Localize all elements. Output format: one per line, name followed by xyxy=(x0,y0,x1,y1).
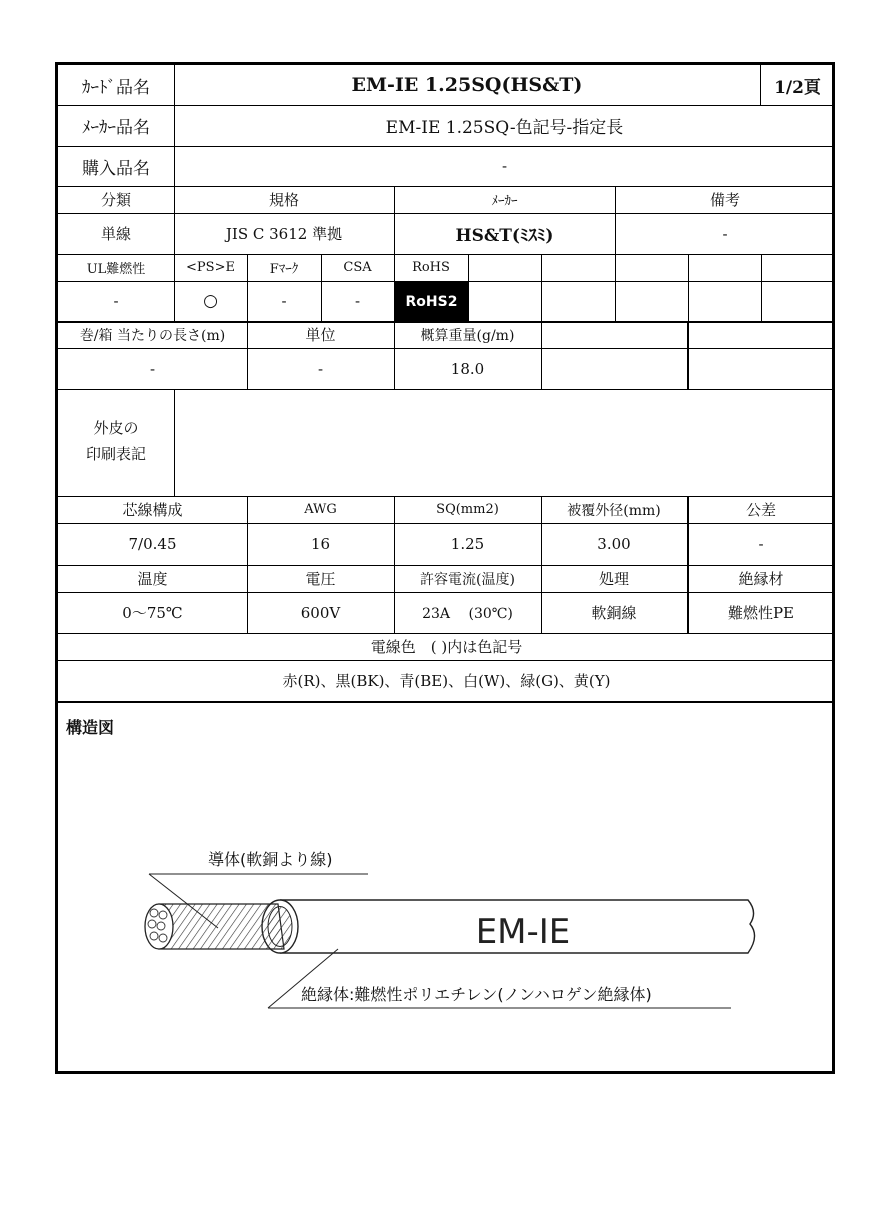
rating-header-current: 許容電流(温度) xyxy=(420,571,515,588)
rating-treatment-value: 軟銅線 xyxy=(591,604,637,622)
packing-header-weight: 概算重量(g/m) xyxy=(420,327,515,344)
rating-insulation-value: 難燃性PE xyxy=(727,604,795,622)
print-marking-label-line1: 外皮の xyxy=(93,419,139,437)
core-header-sq: SQ(mm2) xyxy=(436,502,499,517)
spec-header-category: 分類 xyxy=(100,191,131,209)
cert-header-fmark: Fﾏｰｸ xyxy=(269,262,299,277)
insulation-print-text: EM-IE xyxy=(475,912,571,952)
packing-unit-value: - xyxy=(317,359,324,378)
core-header-strand: 芯線構成 xyxy=(122,501,183,519)
maker-name-value: EM-IE 1.25SQ-色記号-指定長 xyxy=(385,118,624,138)
core-sq-value: 1.25 xyxy=(450,535,485,553)
packing-length-value: - xyxy=(149,359,156,378)
cert-header-ul: UL難燃性 xyxy=(86,262,146,277)
spec-standard-value: JIS C 3612 準拠 xyxy=(225,225,343,243)
spec-header-maker: ﾒｰｶｰ xyxy=(491,194,518,209)
cert-fmark-value: - xyxy=(281,292,287,310)
structure-diagram-title: 構造図 xyxy=(66,718,115,737)
rating-header-temperature: 温度 xyxy=(137,570,168,588)
cert-csa-value: - xyxy=(354,292,361,310)
page-number: 1/2頁 xyxy=(774,77,821,98)
spec-remarks-value: - xyxy=(722,224,728,243)
packing-header-unit: 単位 xyxy=(305,326,336,344)
packing-weight-value: 18.0 xyxy=(450,359,485,378)
print-marking-label xyxy=(58,415,174,467)
card-name-value: EM-IE 1.25SQ(HS&T) xyxy=(351,74,583,96)
maker-name-label: ﾒｰｶｰ品名 xyxy=(82,118,150,138)
core-od-value: 3.00 xyxy=(597,535,631,553)
conductor-strands xyxy=(159,904,284,949)
wire-color-value: 赤(R)、黒(BK)、青(BE)、白(W)、緑(G)、黄(Y) xyxy=(282,672,611,690)
cert-header-pse: <PS>E xyxy=(186,260,235,275)
spec-category-value: 単線 xyxy=(100,225,131,243)
rating-header-voltage: 電圧 xyxy=(305,570,336,588)
core-header-tolerance: 公差 xyxy=(745,501,776,519)
rating-header-treatment: 処理 xyxy=(598,570,629,588)
spec-sheet xyxy=(55,62,835,1074)
packing-header-length: 巻/箱 当たりの長さ(m) xyxy=(79,327,226,344)
print-marking-label-line2: 印刷表記 xyxy=(85,445,146,463)
conductor-label: 導体(軟銅より線) xyxy=(208,850,333,869)
cable-structure-diagram xyxy=(58,702,835,1072)
rating-temperature-value: 0～75℃ xyxy=(122,604,183,622)
purchase-name-value: - xyxy=(501,157,508,175)
cert-header-csa: CSA xyxy=(343,260,372,275)
core-header-awg: AWG xyxy=(304,502,337,517)
wire-color-label: 電線色 ( )内は色記号 xyxy=(370,638,523,656)
rohs2-badge: RoHS2 xyxy=(395,282,468,321)
purchase-name-label: 購入品名 xyxy=(82,158,150,179)
cert-ul-value: - xyxy=(113,292,119,310)
rating-current-value: 23A (30℃) xyxy=(422,605,513,622)
core-tolerance-value: - xyxy=(758,535,764,553)
rating-voltage-value: 600V xyxy=(300,603,341,622)
core-awg-value: 16 xyxy=(310,535,331,553)
conductor-end-face xyxy=(145,904,173,949)
core-header-od: 被覆外径(mm) xyxy=(567,502,661,519)
cert-pse-value: ○ xyxy=(203,291,218,311)
spec-header-remarks: 備考 xyxy=(709,191,740,209)
rating-header-insulation: 絶縁材 xyxy=(738,570,784,588)
card-name-label: ｶｰﾄﾞ品名 xyxy=(82,77,150,98)
core-strand-value: 7/0.45 xyxy=(128,535,177,553)
cert-header-rohs: RoHS xyxy=(412,260,450,275)
spec-maker-value: HS&T(ﾐｽﾐ) xyxy=(455,226,554,246)
insulation-label: 絶縁体:難燃性ポリエチレン(ノンハロゲン絶縁体) xyxy=(301,985,652,1004)
spec-header-standard: 規格 xyxy=(268,191,299,209)
